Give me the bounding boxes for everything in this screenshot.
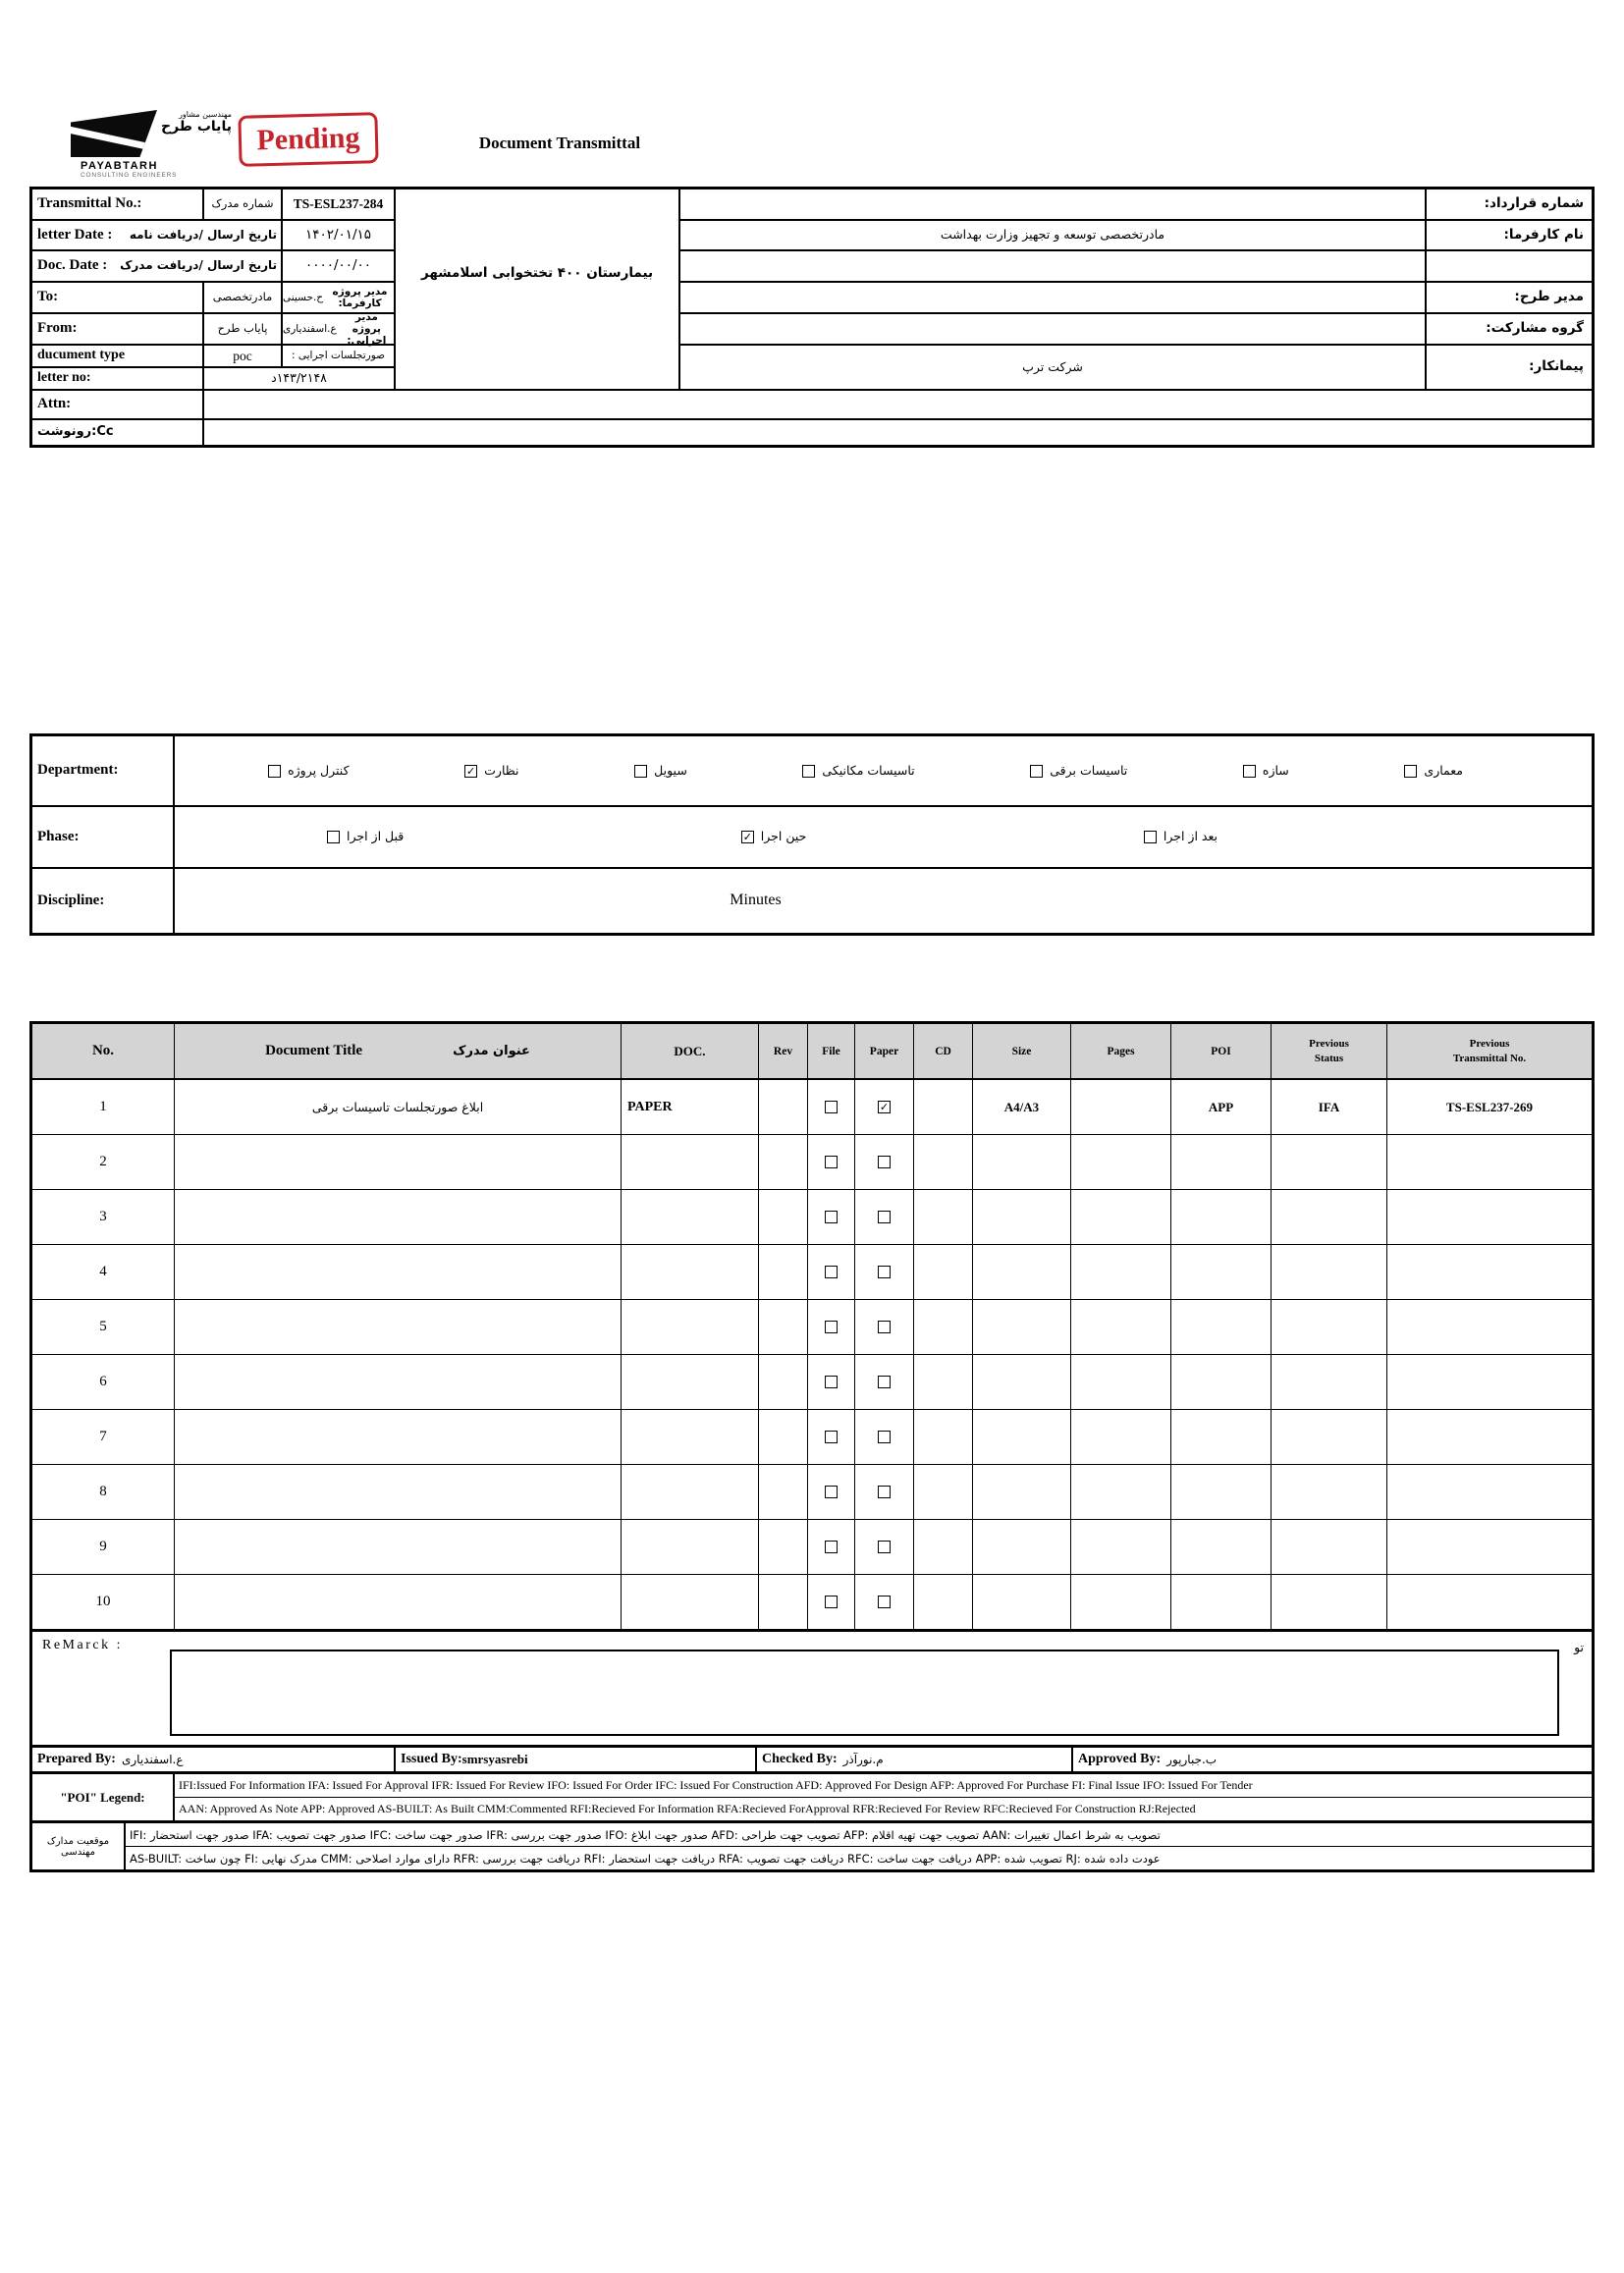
letter-date-fa-label: تاریخ ارسال /دریافت نامه	[129, 227, 277, 242]
header-pages: Pages	[1071, 1024, 1171, 1078]
fa-legend-label: موقعیت مدارک مهندسی	[32, 1823, 126, 1869]
cell-file	[808, 1135, 855, 1189]
table-row	[32, 1135, 1592, 1190]
cell-pages	[1071, 1410, 1171, 1464]
cell-paper	[855, 1410, 914, 1464]
logo-en-name: PAYABTARH	[81, 160, 158, 172]
from-pm-label: مدیر پروژه اجرایی:	[347, 310, 387, 348]
cell-paper	[855, 1135, 914, 1189]
logo-fa-tagline: مهندسین مشاور	[179, 110, 232, 119]
cell-no: 10	[32, 1575, 175, 1629]
remark-box	[170, 1650, 1559, 1736]
cell-rev	[759, 1190, 808, 1244]
checkbox-label: بعد از اجرا	[1163, 829, 1218, 844]
logo-swoosh-icon	[71, 125, 157, 155]
jv-label: گروه مشارکت:	[1427, 314, 1592, 346]
cell-no: 7	[32, 1410, 175, 1464]
cell-file	[808, 1575, 855, 1629]
table-row	[32, 1080, 1592, 1135]
plan-manager-label: مدیر طرح:	[1427, 283, 1592, 314]
cell-title	[175, 1355, 622, 1409]
cell-pages	[1071, 1355, 1171, 1409]
cell-no: 9	[32, 1520, 175, 1574]
cell-no: 8	[32, 1465, 175, 1519]
cell-rev	[759, 1355, 808, 1409]
cell-no: 1	[32, 1080, 175, 1134]
prepared-by-label: Prepared By:	[37, 1752, 116, 1766]
header-prev-transmittal	[1387, 1024, 1592, 1078]
cell-doc: PAPER	[622, 1080, 759, 1134]
checkbox-label: تاسیسات برقی	[1050, 762, 1128, 778]
letter-no-value: ۱۴۳/۲۱۴۸د	[204, 368, 396, 391]
cell-prev-transmittal	[1387, 1245, 1592, 1299]
cell-poi	[1171, 1575, 1272, 1629]
company-logo	[71, 110, 238, 192]
cell-cd	[914, 1245, 973, 1299]
checkbox-item	[1030, 764, 1127, 778]
header-paper: Paper	[855, 1024, 914, 1078]
cell-pages	[1071, 1300, 1171, 1354]
cell-pages	[1071, 1520, 1171, 1574]
cell-doc	[622, 1245, 759, 1299]
cell-file	[808, 1465, 855, 1519]
cell-size	[973, 1190, 1071, 1244]
cell-doc	[622, 1520, 759, 1574]
file-checkbox[interactable]	[825, 1211, 838, 1223]
remark-label: ReMarck :	[42, 1638, 123, 1652]
cell-rev	[759, 1245, 808, 1299]
cell-cd	[914, 1135, 973, 1189]
fa-legend-line1: IFI: صدور جهت استحضار IFA: صدور جهت تصویب IFC: صدور جهت ساخت IFR: صدور جهت بررسی IFO: صدور جهت ابلاغ AFD: تصویب جهت طراحی AFP: تصویب جهت تهیه اقلام AAN: تصویب به شرط اعمال تغییرات	[126, 1823, 1592, 1847]
checkbox-item	[268, 764, 349, 778]
checkbox-label: سازه	[1262, 762, 1289, 778]
header-size: Size	[973, 1024, 1071, 1078]
cell-pages	[1071, 1575, 1171, 1629]
cell-file	[808, 1190, 855, 1244]
paper-checkbox[interactable]	[878, 1321, 891, 1333]
file-checkbox[interactable]	[825, 1321, 838, 1333]
checkbox[interactable]	[802, 765, 815, 778]
cell-cd	[914, 1465, 973, 1519]
header-title-en: Document Title	[265, 1043, 363, 1058]
cell-rev	[759, 1300, 808, 1354]
paper-checkbox[interactable]: ✓	[879, 1101, 890, 1113]
checkbox[interactable]	[634, 765, 647, 778]
cell-prev-transmittal	[1387, 1300, 1592, 1354]
checkbox[interactable]	[327, 831, 340, 843]
cell-size	[973, 1465, 1071, 1519]
doc-type-fa: صورتجلسات اجرایی :	[283, 346, 396, 368]
cell-prev-transmittal	[1387, 1190, 1592, 1244]
cell-size	[973, 1575, 1071, 1629]
table-row	[32, 1245, 1592, 1300]
paper-checkbox[interactable]	[878, 1431, 891, 1443]
remark-section	[29, 1632, 1595, 1748]
checkbox-item	[327, 830, 404, 843]
checkbox-label: نظارت	[484, 762, 519, 778]
cell-prev-transmittal	[1387, 1135, 1592, 1189]
checkbox-label: تاسیسات مکانیکی	[822, 762, 915, 778]
cell-prev-status: IFA	[1272, 1080, 1387, 1134]
cell-rev	[759, 1410, 808, 1464]
file-checkbox[interactable]	[825, 1376, 838, 1388]
paper-checkbox[interactable]	[878, 1596, 891, 1608]
cell-poi	[1171, 1300, 1272, 1354]
cell-doc	[622, 1300, 759, 1354]
poi-legend-line2: AAN: Approved As Note APP: Approved AS-BUILT: As Built CMM:Commented RFI:Recieved For Information RFA:Recieved ForApproval RFR:Recieved For Review RFC:Recieved For Construction RJ:Rejected	[179, 1802, 1196, 1815]
project-name: بیمارستان ۴۰۰ تختخوابی اسلامشهر	[420, 265, 654, 281]
contractor-label: پیمانکار:	[1427, 346, 1592, 391]
cell-size	[973, 1520, 1071, 1574]
cell-no: 4	[32, 1245, 175, 1299]
logo-en-subtitle: CONSULTING ENGINEERS	[81, 172, 178, 179]
phase-checkbox-group	[175, 807, 1592, 869]
department-checkbox-group	[175, 736, 1592, 807]
checked-by-value: م.نورآذر	[842, 1753, 884, 1766]
document-table-section	[29, 1021, 1595, 1872]
header-prev-status	[1272, 1024, 1387, 1078]
from-value: پایاب طرح	[204, 314, 283, 346]
pending-stamp: Pending	[238, 112, 378, 167]
logo-mark-icon	[71, 110, 157, 157]
cell-file	[808, 1080, 855, 1134]
cell-paper	[855, 1190, 914, 1244]
header-prev-status-line2: Status	[1314, 1052, 1344, 1064]
cell-title	[175, 1300, 622, 1354]
approved-by-cell	[1073, 1748, 1592, 1771]
cell-prev-status	[1272, 1465, 1387, 1519]
cell-size	[973, 1410, 1071, 1464]
header-prev-status-line1: Previous	[1309, 1038, 1349, 1051]
cell-title: ابلاغ صورتجلسات تاسیسات برقی	[175, 1080, 622, 1134]
checkbox-label: حین اجرا	[760, 829, 807, 844]
cell-prev-transmittal	[1387, 1410, 1592, 1464]
table-row	[32, 1575, 1592, 1629]
checkbox-item	[1144, 830, 1218, 843]
file-checkbox[interactable]	[825, 1486, 838, 1498]
checkbox-item	[741, 830, 807, 843]
cell-file	[808, 1300, 855, 1354]
cell-prev-status	[1272, 1245, 1387, 1299]
cell-size: A4/A3	[973, 1080, 1071, 1134]
document-table-body	[32, 1080, 1592, 1629]
issued-by-value: smrsyasrebi	[461, 1752, 528, 1766]
cell-title	[175, 1135, 622, 1189]
cell-prev-status	[1272, 1410, 1387, 1464]
plan-manager-value	[680, 283, 1427, 314]
poi-legend-label: "POI" Legend:	[32, 1774, 175, 1820]
to-pm-label: مدیر پروژه کارفرما:	[332, 285, 388, 309]
transmittal-no-value: TS-ESL237-284	[283, 189, 396, 221]
table-row	[32, 1190, 1592, 1245]
paper-checkbox[interactable]	[878, 1376, 891, 1388]
checkbox-item	[634, 764, 687, 778]
cell-cd	[914, 1520, 973, 1574]
table-row	[32, 1465, 1592, 1520]
checkbox[interactable]: ✓	[742, 831, 752, 843]
cell-doc	[622, 1575, 759, 1629]
cell-file	[808, 1520, 855, 1574]
cell-title	[175, 1465, 622, 1519]
cell-rev	[759, 1135, 808, 1189]
cell-paper	[855, 1080, 914, 1134]
checkbox-label: کنترل پروژه	[288, 762, 350, 778]
cell-doc	[622, 1135, 759, 1189]
attn-value	[204, 391, 1592, 420]
paper-checkbox[interactable]	[878, 1541, 891, 1553]
cell-prev-status	[1272, 1300, 1387, 1354]
logo-fa-name: پایاب طرح	[161, 119, 232, 135]
to-label: To:	[32, 283, 204, 314]
doc-type-value: poc	[204, 346, 283, 368]
cell-doc	[622, 1355, 759, 1409]
cell-cd	[914, 1190, 973, 1244]
empty-value-cell	[680, 251, 1427, 283]
cell-title	[175, 1520, 622, 1574]
file-checkbox[interactable]	[825, 1266, 838, 1278]
checkbox[interactable]	[1030, 765, 1043, 778]
cell-prev-transmittal	[1387, 1355, 1592, 1409]
contractor-value: شرکت ترپ	[680, 346, 1427, 391]
approved-by-value: ب.جبارپور	[1166, 1753, 1218, 1766]
to-project-manager	[283, 283, 396, 314]
cell-rev	[759, 1465, 808, 1519]
cell-paper	[855, 1245, 914, 1299]
cell-pages	[1071, 1135, 1171, 1189]
file-checkbox[interactable]	[825, 1431, 838, 1443]
doc-date-row	[32, 251, 283, 283]
poi-legend-line1: IFI:Issued For Information IFA: Issued For Approval IFR: Issued For Review IFO: Issued For Order IFC: Issued For Construction AFD: Approved For Design AFP: Approved For Purchase FI: Final Issue IFO: Issued For Tender	[175, 1774, 1592, 1798]
cell-prev-status	[1272, 1135, 1387, 1189]
checkbox-item	[1243, 764, 1289, 778]
document-table	[29, 1021, 1595, 1632]
checkbox-label: قبل از اجرا	[347, 829, 405, 844]
cell-title	[175, 1410, 622, 1464]
cell-paper	[855, 1355, 914, 1409]
cell-paper	[855, 1575, 914, 1629]
cell-size	[973, 1135, 1071, 1189]
file-checkbox[interactable]	[825, 1541, 838, 1553]
cell-doc	[622, 1190, 759, 1244]
checkbox-item	[802, 764, 914, 778]
letter-no-label: letter no:	[32, 368, 204, 391]
letter-date-row	[32, 221, 283, 251]
poi-legend	[29, 1774, 1595, 1823]
checked-by-cell	[757, 1748, 1073, 1771]
cell-pages	[1071, 1245, 1171, 1299]
cc-label: Cc:رونوشت	[32, 420, 204, 445]
checkbox-label: سیویل	[654, 762, 687, 778]
cell-no: 3	[32, 1190, 175, 1244]
cell-cd	[914, 1080, 973, 1134]
issued-by-cell	[396, 1748, 757, 1771]
table-row	[32, 1300, 1592, 1355]
transmittal-info-table	[29, 187, 1595, 448]
cell-poi	[1171, 1410, 1272, 1464]
cell-no: 6	[32, 1355, 175, 1409]
cell-no: 5	[32, 1300, 175, 1354]
file-checkbox[interactable]	[825, 1596, 838, 1608]
paper-checkbox[interactable]	[878, 1266, 891, 1278]
cell-prev-transmittal	[1387, 1465, 1592, 1519]
cell-no: 2	[32, 1135, 175, 1189]
classification-table	[29, 733, 1595, 936]
doc-type-label: ducument type	[32, 346, 204, 368]
approved-by-label: Approved By:	[1078, 1752, 1162, 1766]
to-pm-value: ح.حسینی	[283, 291, 324, 303]
prepared-by-cell	[32, 1748, 396, 1771]
from-pm-value: ع.اسفندیاری	[283, 322, 337, 335]
checkbox-item	[1404, 764, 1463, 778]
file-checkbox[interactable]	[825, 1156, 838, 1168]
issued-by-label: Issued By:	[401, 1752, 462, 1766]
jv-value	[680, 314, 1427, 346]
cell-title	[175, 1190, 622, 1244]
header-title	[175, 1024, 622, 1078]
cell-poi: APP	[1171, 1080, 1272, 1134]
fa-legend	[29, 1823, 1595, 1872]
client-label: نام کارفرما:	[1427, 221, 1592, 251]
checkbox[interactable]	[1243, 765, 1256, 778]
doc-date-fa-label: تاریخ ارسال /دریافت مدرک	[120, 258, 277, 273]
header-doc: DOC.	[622, 1024, 759, 1078]
cell-rev	[759, 1520, 808, 1574]
phase-label: Phase:	[32, 807, 175, 869]
page-title: Document Transmittal	[478, 134, 641, 152]
cell-pages	[1071, 1190, 1171, 1244]
remark-note: تو	[1574, 1640, 1584, 1654]
department-label: Department:	[32, 736, 175, 807]
cell-title	[175, 1575, 622, 1629]
to-value: مادرتخصصی	[204, 283, 283, 314]
cell-prev-transmittal	[1387, 1575, 1592, 1629]
header-prev-transmittal-line2: Transmittal No.	[1452, 1052, 1527, 1064]
cell-rev	[759, 1575, 808, 1629]
header-prev-transmittal-line1: Previous	[1469, 1038, 1510, 1051]
checked-by-label: Checked By:	[762, 1752, 838, 1766]
cell-prev-status	[1272, 1190, 1387, 1244]
prepared-by-value: ع.اسفندیاری	[121, 1753, 184, 1766]
cell-file	[808, 1355, 855, 1409]
paper-checkbox[interactable]	[878, 1211, 891, 1223]
cell-prev-status	[1272, 1520, 1387, 1574]
header-title-fa: عنوان مدرک	[453, 1044, 530, 1058]
from-label: From:	[32, 314, 204, 346]
attn-label: Attn:	[32, 391, 204, 420]
cell-doc	[622, 1410, 759, 1464]
table-row	[32, 1410, 1592, 1465]
checkbox-label: معماری	[1424, 762, 1463, 778]
letter-date-value: ۱۴۰۲/۰۱/۱۵	[283, 221, 396, 251]
transmittal-no-fa-label: شماره مدرک	[204, 189, 283, 221]
contract-no-label: شماره قرارداد:	[1427, 189, 1592, 221]
document-table-header	[32, 1024, 1592, 1080]
fa-legend-line2: AS-BUILT: چون ساخت FI: مدرک نهایی CMM: دارای موارد اصلاحی RFR: دریافت جهت بررسی RFI: دریافت جهت استحضار RFA: دریافت جهت تصویب RFC: دریافت جهت ساخت APP: تصویب شده RJ: عودت داده شده	[130, 1851, 1161, 1866]
cell-cd	[914, 1300, 973, 1354]
header-file: File	[808, 1024, 855, 1078]
cell-title	[175, 1245, 622, 1299]
cell-poi	[1171, 1190, 1272, 1244]
cell-paper	[855, 1520, 914, 1574]
project-name-cell	[396, 189, 680, 391]
header-poi: POI	[1171, 1024, 1272, 1078]
paper-checkbox[interactable]	[878, 1156, 891, 1168]
cell-size	[973, 1355, 1071, 1409]
cell-poi	[1171, 1135, 1272, 1189]
cell-cd	[914, 1575, 973, 1629]
checkbox[interactable]	[1404, 765, 1417, 778]
transmittal-no-label: Transmittal No.:	[32, 189, 204, 221]
letter-date-label: letter Date :	[37, 226, 113, 243]
signature-row	[29, 1748, 1595, 1774]
table-row	[32, 1355, 1592, 1410]
checkbox[interactable]	[268, 765, 281, 778]
header-cd: CD	[914, 1024, 973, 1078]
cell-file	[808, 1410, 855, 1464]
cell-paper	[855, 1300, 914, 1354]
cell-poi	[1171, 1520, 1272, 1574]
header-no: No.	[32, 1024, 175, 1078]
cell-poi	[1171, 1245, 1272, 1299]
cell-prev-status	[1272, 1355, 1387, 1409]
doc-date-label: Doc. Date :	[37, 257, 108, 274]
cc-value	[204, 420, 1592, 445]
cell-cd	[914, 1410, 973, 1464]
cell-size	[973, 1245, 1071, 1299]
cell-doc	[622, 1465, 759, 1519]
from-project-manager	[283, 310, 396, 348]
cell-cd	[914, 1355, 973, 1409]
cell-prev-transmittal	[1387, 1520, 1592, 1574]
contract-no-value	[680, 189, 1427, 221]
checkbox[interactable]: ✓	[466, 764, 476, 778]
doc-date-value: ۰۰۰۰/۰۰/۰۰	[283, 251, 396, 283]
empty-label-cell	[1427, 251, 1592, 283]
cell-poi	[1171, 1355, 1272, 1409]
paper-checkbox[interactable]	[878, 1486, 891, 1498]
cell-file	[808, 1245, 855, 1299]
cell-paper	[855, 1465, 914, 1519]
cell-pages	[1071, 1080, 1171, 1134]
header-rev: Rev	[759, 1024, 808, 1078]
cell-rev	[759, 1080, 808, 1134]
cell-pages	[1071, 1465, 1171, 1519]
checkbox[interactable]	[1144, 831, 1157, 843]
cell-size	[973, 1300, 1071, 1354]
cell-poi	[1171, 1465, 1272, 1519]
cell-prev-transmittal: TS-ESL237-269	[1445, 1099, 1534, 1114]
discipline-label: Discipline:	[32, 869, 175, 933]
discipline-value: Minutes	[730, 892, 782, 909]
table-row	[32, 1520, 1592, 1575]
client-value: مادرتخصصی توسعه و تجهیز وزارت بهداشت	[680, 221, 1427, 251]
cell-prev-status	[1272, 1575, 1387, 1629]
checkbox-item	[464, 764, 518, 778]
file-checkbox[interactable]	[825, 1101, 838, 1113]
